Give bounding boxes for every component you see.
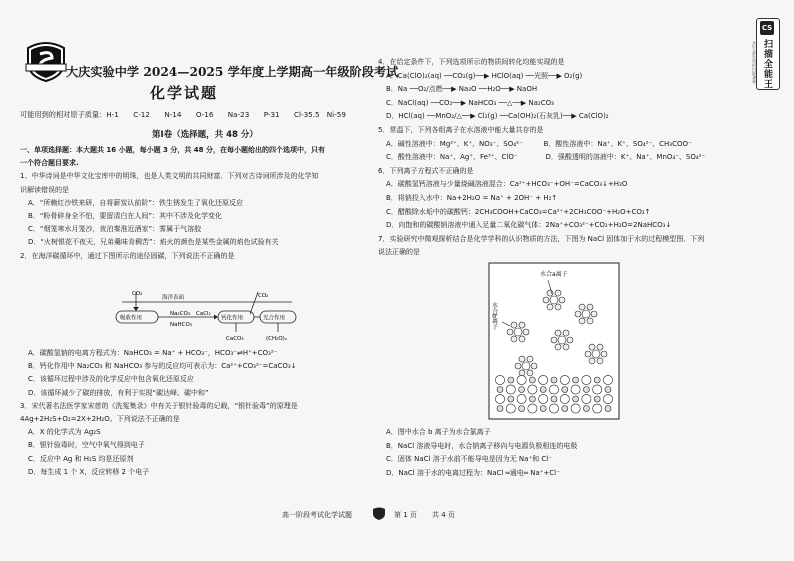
footer-page: 第 1 页 [394,511,417,519]
option-line: B．钙化作用中 Na₂CO₃ 和 NaHCO₃ 参与的反应均可表示为：Ca²⁺+CO₃²⁻=CaCO₃↓ [28,362,297,371]
question-line: 5．常温下，下列各组离子在水溶液中能大量共存的是 [378,125,544,134]
ion-particle [579,304,585,310]
ion-particle [528,404,537,413]
ion-particle [573,377,579,383]
ion-particle [514,328,522,336]
option-line: C．“烟笼寒水月笼沙，夜泊秦淮近酒家”：雾属于气溶胶 [28,225,202,234]
option-line: B．“粉骨碎身全不怕，要留清白在人间”：其中不涉及化学变化 [28,212,223,221]
ion-particle [601,351,607,357]
ion-particle [562,406,568,412]
ion-particle [527,356,533,362]
ion-particle [562,387,568,393]
option-line: B．NaCl 溶液导电时，水合钠离子移向与电源负极相连的电极 [386,441,578,450]
ion-particle [515,363,521,369]
option-line: A．碱性溶液中：Mg²⁺、K⁺、NO₃⁻、SO₄²⁻ B．酸性溶液中：Na⁺、K⁺、SO₄²⁻、CH₃COO⁻ [386,139,692,148]
question-line: 3．宋代著名法医学家宋慈的《洗冤集录》中有关于银针验毒的记载，“银针验毒”的原理是 [20,401,298,410]
ion-particle [550,296,558,304]
ion-particle [549,385,558,394]
ion-particle [529,396,535,402]
ion-particle [543,297,549,303]
ion-particle [522,362,530,370]
option-line: D．NaCl 溶于水的电离过程为：NaCl ═通电═ Na⁺+Cl⁻ [386,468,560,477]
camscanner-icon: CS [760,21,774,35]
ion-particle [519,406,525,412]
ion-particle [589,358,595,364]
diagram-label: CaCl₂ [196,311,211,317]
scanner-tagline: 3亿人都在用的扫描App [752,41,757,84]
ion-particle [605,406,611,412]
ion-particle [529,377,535,383]
instructions-line: 一、单项选择题：本大题共 16 小题，每小题 3 分，共 48 分，在每小题给出的四个选项中，只有 [20,146,325,154]
ion-label-a: 水合a离子 [540,271,568,278]
school-logo-icon [24,38,68,82]
option-line: A．碳酸氢钙溶液与少量烧碱溶液混合：Ca²⁺+HCO₃⁻+OH⁻=CaCO₃↓+H₂O [386,180,628,189]
option-line: A．“所赖红沙铁来研，自将薪炭认前阶”：铁生锈发生了氧化还原反应 [28,198,244,207]
ion-particle [589,344,595,350]
ion-particle [531,363,537,369]
ion-particle [597,344,603,350]
ion-particle [582,375,591,384]
diagram-label: NaHCO₃ [170,322,192,328]
option-line: B．银针验毒时，空气中氧气得到电子 [28,441,145,450]
ion-particle [555,344,561,350]
ion-particle [560,375,569,384]
option-line: C．酸性溶液中：Na⁺、Ag⁺、Fe³⁺、ClO⁻ D．强酸透明的溶液中：K⁺、Na⁺、MnO₄⁻、SO₄²⁻ [386,153,706,162]
ion-particle [575,311,581,317]
ion-particle [527,370,533,376]
ion-particle [555,304,561,310]
ion-particle [519,387,525,393]
option-line: A．碳酸氢钠的电离方程式为：NaHCO₃ = Na⁺ + HCO₃⁻，HCO₃⁻⇌H⁺+CO₃²⁻ [28,349,278,357]
part-heading: 第Ⅰ卷（选择题，共 48 分） [152,130,258,140]
ion-particle [551,337,557,343]
exam-title: 大庆实验中学 2024—2025 学年度上学期高一年级阶段考试 [66,65,399,79]
ion-particle [540,387,546,393]
ion-particle [519,336,525,342]
ion-particle [567,337,573,343]
ion-particle [558,336,566,344]
ion-particle [583,406,589,412]
diagram-label: Na₂CO₃ [170,311,191,317]
option-line: D．“火树银花不夜天，兄弟羹味肯稠苦”：焰火的颜色是某些金属的焰色试验有关 [28,238,279,247]
diagram-label: CO₂ [258,293,269,299]
subject-title: 化学试题 [150,84,219,102]
scanner-badge [752,18,780,90]
ion-particle [597,358,603,364]
ion-particle [523,329,529,335]
question-line: 识解读错误的是 [20,185,69,194]
carbon-cycle-diagram [110,288,300,344]
ion-particle [507,329,513,335]
diagram-label: 海洋表面 [162,295,185,301]
question-line: 7．实验研究中微观探析结合是化学学科的认识物质的方法，下图为 NaCl 固体加于水的过程模型图．下列 [378,234,705,243]
option-line: D．每生成 1 个 X，反应转移 2 个电子 [28,467,150,476]
option-line: C．固体 NaCl 溶于水前不能导电是因为无 Na⁺和 Cl⁻ [386,455,552,464]
ion-particle [508,396,514,402]
ion-particle [555,330,561,336]
ion-particle [582,394,591,403]
nacl-dissolution-diagram [488,262,620,420]
diagram-label: 钙化作用 [221,315,244,322]
ion-particle [506,385,515,394]
option-line: D．该循环减少了碳的排放，有利于实现“碳达峰、碳中和” [28,388,209,397]
diagram-label: 吸收作用 [120,315,143,322]
ion-particle [517,394,526,403]
ion-particle [497,406,503,412]
question-line: 4Ag+2H₂S+O₂=2X+2H₂O。下列说法不正确的是 [20,415,180,424]
ion-particle [497,387,503,393]
ion-particle [547,290,553,296]
ion-particle [592,350,600,358]
ion-particle [587,318,593,324]
ion-particle [582,310,590,318]
ion-particle [539,394,548,403]
ion-particle [593,385,602,394]
scanner-name: 扫描全能王 [762,39,772,89]
ion-particle [603,375,612,384]
ion-particle [517,375,526,384]
ion-particle [585,351,591,357]
ion-particle [563,330,569,336]
ion-particle [594,377,600,383]
footer-total: 共 4 页 [432,511,455,519]
option-line: D．向饱和的碳酸钠溶液中通入足量二氧化碳气体：2Na⁺+CO₃²⁻+CO₂+H₂O=2NaHCO₃↓ [386,221,672,230]
ion-particle [555,290,561,296]
diagram-label: (CH₂O)ₓ [266,336,288,342]
ion-particle [571,404,580,413]
diagram-label: 光合作用 [263,315,286,322]
ion-label-b: 水合b离子 [490,302,498,330]
ion-particle [519,356,525,362]
question-line: 6．下列离子方程式不正确的是 [378,166,474,175]
question-line: 1、中华诗词是中华文化宝库中的明珠，也是人类文明的共同财富．下列对古诗词所涉及的化学知 [20,172,319,181]
right-column [378,56,758,260]
ion-particle [539,375,548,384]
ion-particle [594,396,600,402]
option-line: A．Ca(ClO)₂(aq) ──CO₂(g)──▶ HClO(aq) ──光照──▶ O₂(g) [386,71,583,80]
ion-particle [587,304,593,310]
ion-particle [593,404,602,413]
option-line: A．X 的化学式为 Ag₂S [28,428,101,437]
ion-particle [605,387,611,393]
left-column-lower [20,347,370,479]
ion-particle [573,396,579,402]
diagram-label: CaCO₃ [226,336,244,342]
ion-particle [528,385,537,394]
ion-particle [547,304,553,310]
question-line: 2．在海洋碳循环中，通过下图所示的途径固碳，下列说法不正确的是 [20,251,235,260]
option-line: C．该循环过程中涉及的化学反应中包含氧化还原反应 [28,375,194,384]
ion-particle [549,404,558,413]
atomic-masses: 可能用到的相对原子质量：H-1 C-12 N-14 O-16 Na-23 P-31 Cl-35.5 Ni-59 [20,110,346,119]
ion-particle [495,375,504,384]
ion-particle [583,387,589,393]
ion-particle [579,318,585,324]
option-line: D．HCl(aq) ──MnO₂/△──▶ Cl₂(g) ──Ca(OH)₂(石灰乳)──▶ Ca(ClO)₂ [386,112,609,121]
ion-particle [551,396,557,402]
left-column [20,144,370,263]
co2-out-arrow [250,292,258,314]
ion-particle [571,385,580,394]
option-line: C．反应中 Ag 和 H₂S 均是还原剂 [28,454,134,463]
right-column-lower [378,426,758,480]
instructions-line: 一个符合题目要求. [20,159,79,168]
ion-particle [563,344,569,350]
ion-particle [560,394,569,403]
ion-particle [511,322,517,328]
ion-particle [551,377,557,383]
ion-particle [519,370,525,376]
ion-particle [559,297,565,303]
ion-particle [540,406,546,412]
footer-logo-icon [372,506,386,520]
option-line: B．将钠投入水中：Na+2H₂O = Na⁺ + 2OH⁻ + H₂↑ [386,193,558,202]
ion-particle [508,377,514,383]
option-line: A．图中水合 b 离子为水合氯离子 [386,428,491,436]
arrow-head-icon [214,315,218,320]
ion-particle [591,311,597,317]
ion-particle [511,336,517,342]
arrow-head-icon [133,307,139,311]
option-line: B．Na ──O₂/点燃──▶ Na₂O ──H₂O──▶ NaOH [386,85,538,94]
ion-particle [603,394,612,403]
question-line: 4．在给定条件下，下列选项所示的物质间转化均能实现的是 [378,58,565,66]
ion-particle [506,404,515,413]
option-line: C．NaCl(aq) ──CO₂──▶ NaHCO₃ ──△──▶ Na₂CO₃ [386,98,554,107]
ion-particle [495,394,504,403]
ion-particle [519,322,525,328]
question-line: 说法正确的是 [378,248,420,257]
diagram-label: CO₂ [132,291,143,297]
option-line: C．醋酸除水垢中的碳酸钙：2CH₃COOH+CaCO₃=Ca²⁺+2CH₃COO⁻+H₂O+CO₂↑ [386,207,651,216]
footer-exam-name: 高一阶段考试化学试题 [282,511,352,519]
